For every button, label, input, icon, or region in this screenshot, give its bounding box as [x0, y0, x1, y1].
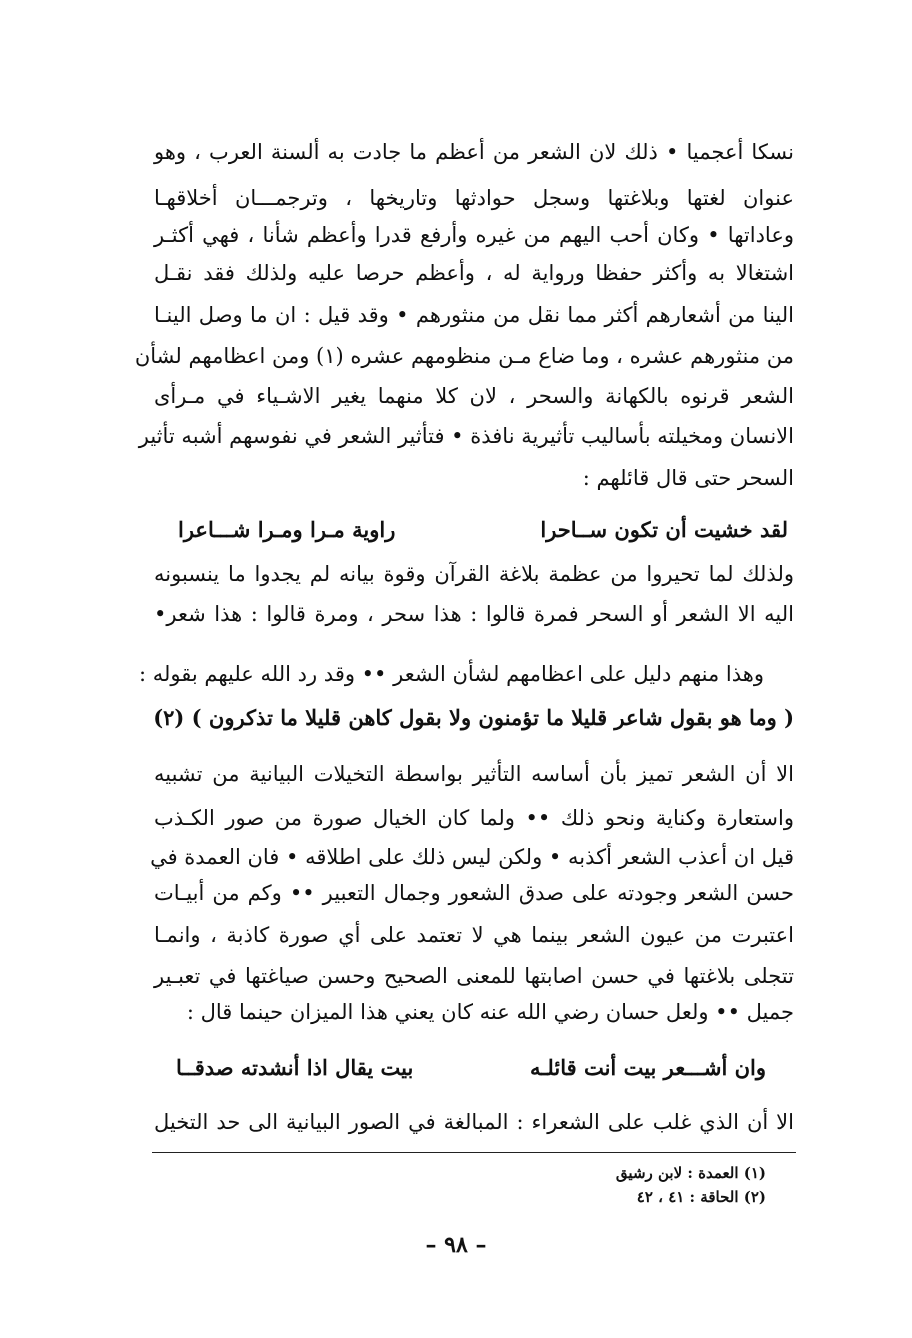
body-text-line: السحر حتى قال قائلهم :	[582, 466, 794, 490]
body-text-line: وهذا منهم دليل على اعظامهم لشأن الشعر •• وقد رد الله عليهم بقوله :	[138, 662, 764, 686]
body-text-line: الانسان ومخيلته بأساليب تأثيرية نافذة • فتأثير الشعر في نفوسهم أشبه تأثير	[138, 424, 794, 448]
body-text-line: حسن الشعر وجودته على صدق الشعور وجمال التعبير •• وكم من أبيـات	[154, 881, 794, 905]
body-text-line: من منثورهم عشره ، وما ضاع مـن منظومهم عشره (١) ومن اعظامهم لشأن	[134, 344, 794, 368]
quran-verse-line: ( وما هو بقول شاعر قليلا ما تؤمنون ولا بقول كاهن قليلا ما تذكرون ) (٢)	[153, 705, 794, 730]
body-text-line: قيل ان أعذب الشعر أكذبه • ولكن ليس ذلك على اطلاقه • فان العمدة في	[150, 845, 794, 869]
verse-first-hemistich: لقد خشيت أن تكون ســاحرا	[540, 517, 788, 542]
body-text-line: جميل •• ولعل حسان رضي الله عنه كان يعني هذا الميزان حينما قال :	[186, 1000, 794, 1024]
body-text-line: الا أن الذي غلب على الشعراء : المبالغة في الصور البيانية الى حد التخيل	[154, 1110, 794, 1134]
body-text-line: الا أن الشعر تميز بأن أساسه التأثير بواسطة التخيلات البيانية من تشبيه	[154, 762, 794, 786]
body-text-line: ولذلك لما تحيروا من عظمة بلاغة القرآن وقوة بيانه لم يجدوا ما ينسبونه	[154, 562, 794, 586]
body-text-line: عنوان لغتها وبلاغتها وسجل حوادثها وتاريخها ، وترجمـــان أخلاقهـا	[154, 186, 794, 210]
body-text-line: اليه الا الشعر أو السحر فمرة قالوا : هذا سحر ، ومرة قالوا : هذا شعر•	[154, 602, 794, 626]
body-text-line: واستعارة وكناية ونحو ذلك •• ولما كان الخيال صورة من صور الكـذب	[154, 806, 794, 830]
footnote-1: (١) العمدة : لابن رشيق	[615, 1164, 766, 1182]
body-text-line: الينا من أشعارهم أكثر مما نقل من منثورهم • وقد قيل : ان ما وصل الينـا	[154, 303, 794, 327]
page-number: – ٩٨ –	[425, 1232, 487, 1258]
body-text-line: تتجلى بلاغتها في حسن اصابتها للمعنى الصحيح وحسن صياغتها في تعبـير	[154, 964, 794, 988]
verse-first-hemistich: وان أشـــعر بيت أنت قائلـه	[530, 1055, 766, 1080]
body-text-line: اعتبرت من عيون الشعر بينما هي لا تعتمد على أي صورة كاذبة ، وانمـا	[154, 923, 794, 947]
verse-second-hemistich: راوية مـرا ومـرا شـــاعرا	[178, 517, 396, 542]
footnote-separator	[152, 1152, 796, 1153]
body-text-line: نسكا أعجميا • ذلك لان الشعر من أعظم ما جادت به ألسنة العرب ، وهو	[154, 140, 794, 164]
body-text-line: الشعر قرنوه بالكهانة والسحر ، لان كلا منهما يغير الاشـياء في مـرأى	[154, 384, 794, 408]
footnote-2: (٢) الحاقة : ٤١ ، ٤٢	[636, 1188, 766, 1206]
body-text-line: اشتغالا به وأكثر حفظا ورواية له ، وأعظم حرصا عليه ولذلك فقد نقـل	[154, 261, 794, 285]
verse-second-hemistich: بيت يقال اذا أنشدته صدقــا	[176, 1055, 414, 1080]
body-text-line: وعاداتها • وكان أحب اليهم من غيره وأرفع قدرا وأعظم شأنا ، فهي أكثـر	[154, 223, 794, 247]
